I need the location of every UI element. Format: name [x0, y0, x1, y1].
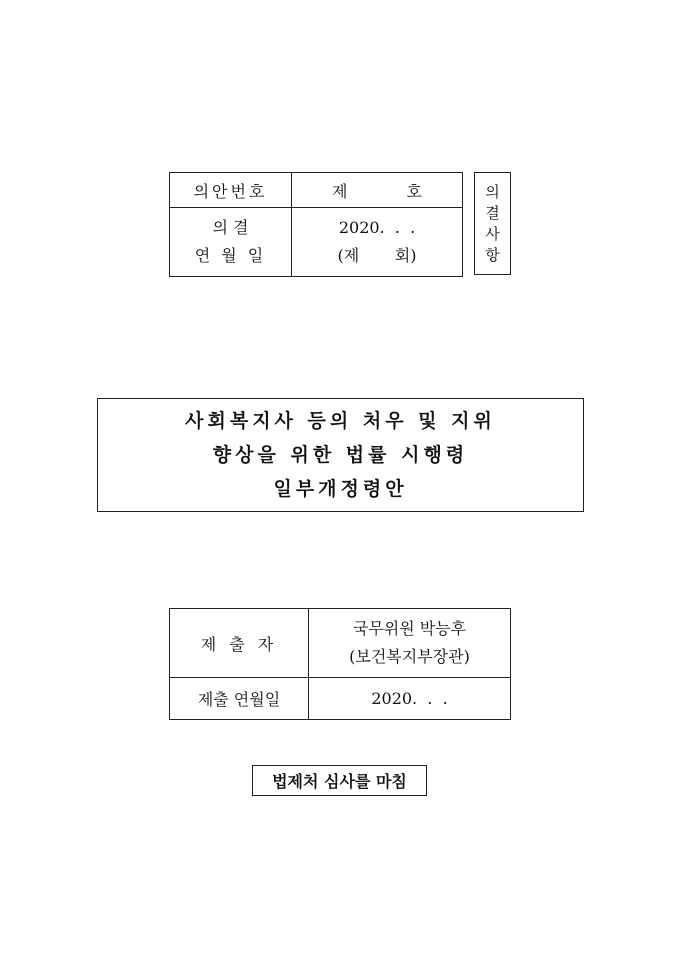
resolution-matters-box	[474, 172, 511, 275]
bill-number-suffix: 호	[406, 181, 422, 201]
title-line-1: 사회복지사 등의 처우 및 지위	[185, 410, 496, 432]
title-line-2: 향상을 위한 법률 시행령	[212, 444, 469, 466]
resolution-label-line1	[170, 214, 291, 242]
submitter-dept: (보건복지부장관)	[349, 647, 470, 666]
resolution-label-line2: 연 월 일	[194, 246, 267, 265]
resolution-char-3: 사	[485, 224, 500, 243]
resolution-date-value	[292, 208, 463, 277]
bill-number-value	[292, 173, 463, 208]
resolution-date-label	[170, 208, 292, 277]
resolution-date: 2020. . .	[338, 218, 416, 237]
bill-number-label-text: 의안번호	[193, 181, 268, 201]
submitter-table	[169, 608, 511, 720]
bill-number-prefix: 제	[332, 181, 348, 201]
submit-date-label: 제출 연월일	[170, 678, 309, 720]
resolution-char-4: 항	[485, 245, 500, 264]
submitter-label	[170, 609, 309, 678]
resolution-char-1: 의	[485, 182, 500, 201]
title-line-3: 일부개정령안	[273, 478, 408, 500]
submitter-label-text: 제 출 자	[200, 634, 278, 654]
resolution-session: (제 회)	[337, 246, 417, 265]
bill-number-label	[170, 173, 292, 208]
resolution-label-char1: 의	[212, 218, 228, 237]
submitter-name: 국무위원 박능후	[352, 619, 467, 638]
submit-date-value: 2020. . .	[309, 678, 511, 720]
resolution-char-2: 결	[485, 203, 500, 222]
legislation-review-box: 법제처 심사를 마침	[252, 765, 427, 796]
bill-title-box	[97, 398, 584, 512]
resolution-label-char2: 결	[233, 218, 249, 237]
submitter-value	[309, 609, 511, 678]
bill-info-table	[169, 172, 463, 277]
